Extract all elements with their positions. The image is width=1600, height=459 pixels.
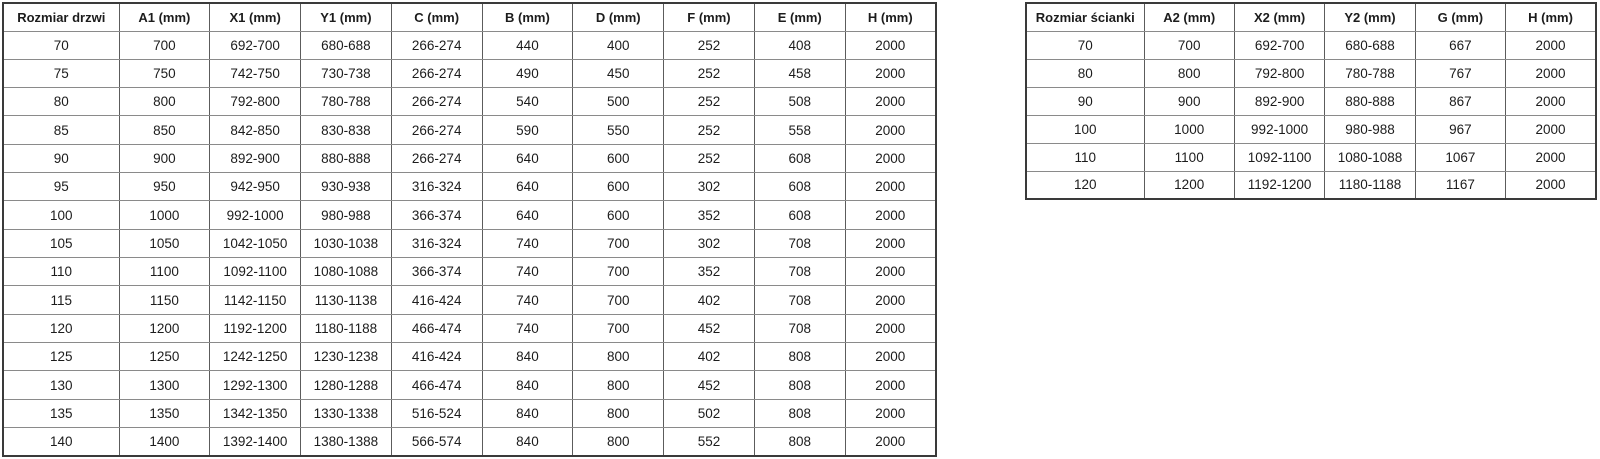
table-cell: 1280-1288 (301, 371, 392, 399)
table-cell: 252 (664, 88, 755, 116)
table-cell: 2000 (845, 59, 936, 87)
table-cell: 2000 (1506, 115, 1596, 143)
header-row (3, 3, 936, 31)
table-cell: 2000 (845, 173, 936, 201)
table-cell: 252 (664, 31, 755, 59)
table-cell: 742-750 (210, 59, 301, 87)
table-cell: 792-800 (1234, 59, 1324, 87)
table-cell: 1000 (119, 201, 210, 229)
table-cell: 608 (754, 144, 845, 172)
table-row (3, 229, 936, 257)
table-cell: 316-324 (391, 229, 482, 257)
header-row (1026, 3, 1596, 31)
table-cell: 708 (754, 286, 845, 314)
table-row (3, 343, 936, 371)
table-cell: 700 (119, 31, 210, 59)
table-cell: 600 (573, 201, 664, 229)
table-cell: 402 (664, 343, 755, 371)
table-cell: 808 (754, 343, 845, 371)
table-cell: 808 (754, 371, 845, 399)
column-header: X2 (mm) (1234, 3, 1324, 31)
table-cell: 110 (3, 258, 119, 286)
table-row (3, 371, 936, 399)
table-cell: 1000 (1144, 115, 1234, 143)
table-cell: 700 (1144, 31, 1234, 59)
table-cell: 880-888 (1325, 87, 1415, 115)
table-cell: 450 (573, 59, 664, 87)
table-cell: 708 (754, 229, 845, 257)
table-cell: 980-988 (301, 201, 392, 229)
table-cell: 70 (3, 31, 119, 59)
table-cell: 1080-1088 (301, 258, 392, 286)
table-cell: 466-474 (391, 314, 482, 342)
table-cell: 550 (573, 116, 664, 144)
table-cell: 708 (754, 314, 845, 342)
table-cell: 266-274 (391, 59, 482, 87)
table-cell: 458 (754, 59, 845, 87)
table-cell: 1100 (1144, 143, 1234, 171)
table-cell: 992-1000 (1234, 115, 1324, 143)
table-cell: 2000 (845, 229, 936, 257)
column-header: H (mm) (1506, 3, 1596, 31)
table-row (3, 88, 936, 116)
table-cell: 140 (3, 428, 119, 456)
table-cell: 558 (754, 116, 845, 144)
table-row (3, 258, 936, 286)
table-cell: 466-474 (391, 371, 482, 399)
table-row (3, 314, 936, 342)
table-cell: 640 (482, 144, 573, 172)
table-cell: 1342-1350 (210, 399, 301, 427)
table-cell: 402 (664, 286, 755, 314)
column-header: A2 (mm) (1144, 3, 1234, 31)
table-cell: 266-274 (391, 88, 482, 116)
table-cell: 1050 (119, 229, 210, 257)
table-cell: 900 (119, 144, 210, 172)
table-cell: 1067 (1415, 143, 1505, 171)
table-cell: 90 (3, 144, 119, 172)
table-cell: 508 (754, 88, 845, 116)
table-cell: 1230-1238 (301, 343, 392, 371)
table-cell: 1200 (119, 314, 210, 342)
table-cell: 85 (3, 116, 119, 144)
column-header: B (mm) (482, 3, 573, 31)
table-row (3, 144, 936, 172)
table-cell: 967 (1415, 115, 1505, 143)
table-cell: 942-950 (210, 173, 301, 201)
table-cell: 900 (1144, 87, 1234, 115)
table-cell: 120 (3, 314, 119, 342)
table-cell: 490 (482, 59, 573, 87)
table-cell: 352 (664, 258, 755, 286)
table-cell: 590 (482, 116, 573, 144)
table-cell: 640 (482, 173, 573, 201)
table-cell: 110 (1026, 143, 1144, 171)
table-cell: 266-274 (391, 116, 482, 144)
table-cell: 780-788 (1325, 59, 1415, 87)
table-cell: 540 (482, 88, 573, 116)
table-cell: 2000 (845, 258, 936, 286)
table-cell: 416-424 (391, 286, 482, 314)
table-row (1026, 31, 1596, 59)
table-cell: 316-324 (391, 173, 482, 201)
column-header: G (mm) (1415, 3, 1505, 31)
table-cell: 808 (754, 428, 845, 456)
table-cell: 600 (573, 144, 664, 172)
table-cell: 302 (664, 229, 755, 257)
table-cell: 1192-1200 (210, 314, 301, 342)
table-cell: 440 (482, 31, 573, 59)
table-cell: 1250 (119, 343, 210, 371)
table-cell: 500 (573, 88, 664, 116)
table-cell: 2000 (845, 144, 936, 172)
table-cell: 1300 (119, 371, 210, 399)
table-row (3, 173, 936, 201)
table-cell: 552 (664, 428, 755, 456)
table-row (3, 59, 936, 87)
table-cell: 680-688 (301, 31, 392, 59)
table-cell: 608 (754, 173, 845, 201)
table-cell: 2000 (845, 116, 936, 144)
table-cell: 452 (664, 314, 755, 342)
table-cell: 840 (482, 428, 573, 456)
table-cell: 516-524 (391, 399, 482, 427)
table-cell: 840 (482, 371, 573, 399)
table-cell: 1180-1188 (301, 314, 392, 342)
table-cell: 566-574 (391, 428, 482, 456)
table-cell: 105 (3, 229, 119, 257)
table-cell: 2000 (845, 88, 936, 116)
table-cell: 352 (664, 201, 755, 229)
table-cell: 2000 (845, 371, 936, 399)
table-row (3, 286, 936, 314)
column-header: Rozmiar drzwi (3, 3, 119, 31)
table-cell: 115 (3, 286, 119, 314)
table-row (1026, 115, 1596, 143)
column-header: Y1 (mm) (301, 3, 392, 31)
table-cell: 1092-1100 (210, 258, 301, 286)
table-cell: 1080-1088 (1325, 143, 1415, 171)
table-cell: 667 (1415, 31, 1505, 59)
table-cell: 130 (3, 371, 119, 399)
table-cell: 252 (664, 59, 755, 87)
table-cell: 1192-1200 (1234, 171, 1324, 199)
table-cell: 1380-1388 (301, 428, 392, 456)
table-row (3, 31, 936, 59)
table-cell: 1392-1400 (210, 428, 301, 456)
table-cell: 125 (3, 343, 119, 371)
table-cell: 408 (754, 31, 845, 59)
table-cell: 700 (573, 258, 664, 286)
table-cell: 252 (664, 144, 755, 172)
table-cell: 700 (573, 314, 664, 342)
table-cell: 266-274 (391, 31, 482, 59)
table-cell: 740 (482, 314, 573, 342)
table-cell: 892-900 (1234, 87, 1324, 115)
table-cell: 867 (1415, 87, 1505, 115)
table-cell: 1200 (1144, 171, 1234, 199)
table-cell: 840 (482, 343, 573, 371)
table-cell: 692-700 (1234, 31, 1324, 59)
table-row (3, 116, 936, 144)
table-cell: 70 (1026, 31, 1144, 59)
table-cell: 80 (3, 88, 119, 116)
table-cell: 452 (664, 371, 755, 399)
table-cell: 1100 (119, 258, 210, 286)
table-row (1026, 59, 1596, 87)
table-cell: 502 (664, 399, 755, 427)
table-cell: 880-888 (301, 144, 392, 172)
table-cell: 1180-1188 (1325, 171, 1415, 199)
door-dimensions-table (2, 2, 937, 457)
table-cell: 892-900 (210, 144, 301, 172)
table-cell: 850 (119, 116, 210, 144)
table-cell: 2000 (845, 343, 936, 371)
table-cell: 2000 (1506, 59, 1596, 87)
table-cell: 800 (573, 343, 664, 371)
table-cell: 75 (3, 59, 119, 87)
table-cell: 930-938 (301, 173, 392, 201)
table-cell: 780-788 (301, 88, 392, 116)
table-cell: 90 (1026, 87, 1144, 115)
table-row (1026, 143, 1596, 171)
table-cell: 640 (482, 201, 573, 229)
table-cell: 1030-1038 (301, 229, 392, 257)
column-header: D (mm) (573, 3, 664, 31)
table-row (1026, 87, 1596, 115)
table-cell: 740 (482, 286, 573, 314)
table-cell: 135 (3, 399, 119, 427)
table-cell: 2000 (845, 428, 936, 456)
table-cell: 692-700 (210, 31, 301, 59)
table-cell: 2000 (1506, 87, 1596, 115)
column-header: H (mm) (845, 3, 936, 31)
table-cell: 2000 (845, 314, 936, 342)
table-cell: 700 (573, 286, 664, 314)
table-cell: 1167 (1415, 171, 1505, 199)
column-header: E (mm) (754, 3, 845, 31)
table-cell: 2000 (845, 286, 936, 314)
table-cell: 120 (1026, 171, 1144, 199)
table-cell: 980-988 (1325, 115, 1415, 143)
table-cell: 302 (664, 173, 755, 201)
table-cell: 416-424 (391, 343, 482, 371)
table-cell: 1350 (119, 399, 210, 427)
table-cell: 792-800 (210, 88, 301, 116)
table-cell: 1092-1100 (1234, 143, 1324, 171)
table-cell: 950 (119, 173, 210, 201)
table-cell: 808 (754, 399, 845, 427)
table-cell: 708 (754, 258, 845, 286)
table-cell: 800 (119, 88, 210, 116)
table-cell: 1400 (119, 428, 210, 456)
table-cell: 1330-1338 (301, 399, 392, 427)
table-cell: 600 (573, 173, 664, 201)
column-header: C (mm) (391, 3, 482, 31)
table-cell: 2000 (1506, 31, 1596, 59)
column-header: X1 (mm) (210, 3, 301, 31)
table-cell: 608 (754, 201, 845, 229)
table-cell: 1242-1250 (210, 343, 301, 371)
table-cell: 730-738 (301, 59, 392, 87)
table-cell: 740 (482, 258, 573, 286)
table-cell: 767 (1415, 59, 1505, 87)
table-cell: 100 (1026, 115, 1144, 143)
table-cell: 2000 (1506, 143, 1596, 171)
table-cell: 750 (119, 59, 210, 87)
table-cell: 2000 (845, 399, 936, 427)
table-cell: 1130-1138 (301, 286, 392, 314)
table-cell: 80 (1026, 59, 1144, 87)
table-row (3, 428, 936, 456)
table-cell: 1142-1150 (210, 286, 301, 314)
column-header: Rozmiar ścianki (1026, 3, 1144, 31)
table-cell: 830-838 (301, 116, 392, 144)
table-cell: 1150 (119, 286, 210, 314)
table-cell: 366-374 (391, 258, 482, 286)
table-cell: 252 (664, 116, 755, 144)
table-cell: 2000 (845, 201, 936, 229)
table-cell: 842-850 (210, 116, 301, 144)
table-cell: 800 (573, 371, 664, 399)
table-cell: 266-274 (391, 144, 482, 172)
table-row (3, 399, 936, 427)
table-cell: 400 (573, 31, 664, 59)
column-header: A1 (mm) (119, 3, 210, 31)
table-cell: 1292-1300 (210, 371, 301, 399)
table-cell: 366-374 (391, 201, 482, 229)
table-cell: 700 (573, 229, 664, 257)
column-header: F (mm) (664, 3, 755, 31)
table-cell: 800 (573, 399, 664, 427)
table-cell: 95 (3, 173, 119, 201)
table-cell: 800 (1144, 59, 1234, 87)
wall-dimensions-table (1025, 2, 1597, 200)
table-cell: 680-688 (1325, 31, 1415, 59)
table-row (1026, 171, 1596, 199)
table-cell: 2000 (845, 31, 936, 59)
table-cell: 840 (482, 399, 573, 427)
table-cell: 992-1000 (210, 201, 301, 229)
table-row (3, 201, 936, 229)
table-cell: 800 (573, 428, 664, 456)
table-cell: 100 (3, 201, 119, 229)
table-cell: 2000 (1506, 171, 1596, 199)
column-header: Y2 (mm) (1325, 3, 1415, 31)
table-cell: 740 (482, 229, 573, 257)
table-cell: 1042-1050 (210, 229, 301, 257)
